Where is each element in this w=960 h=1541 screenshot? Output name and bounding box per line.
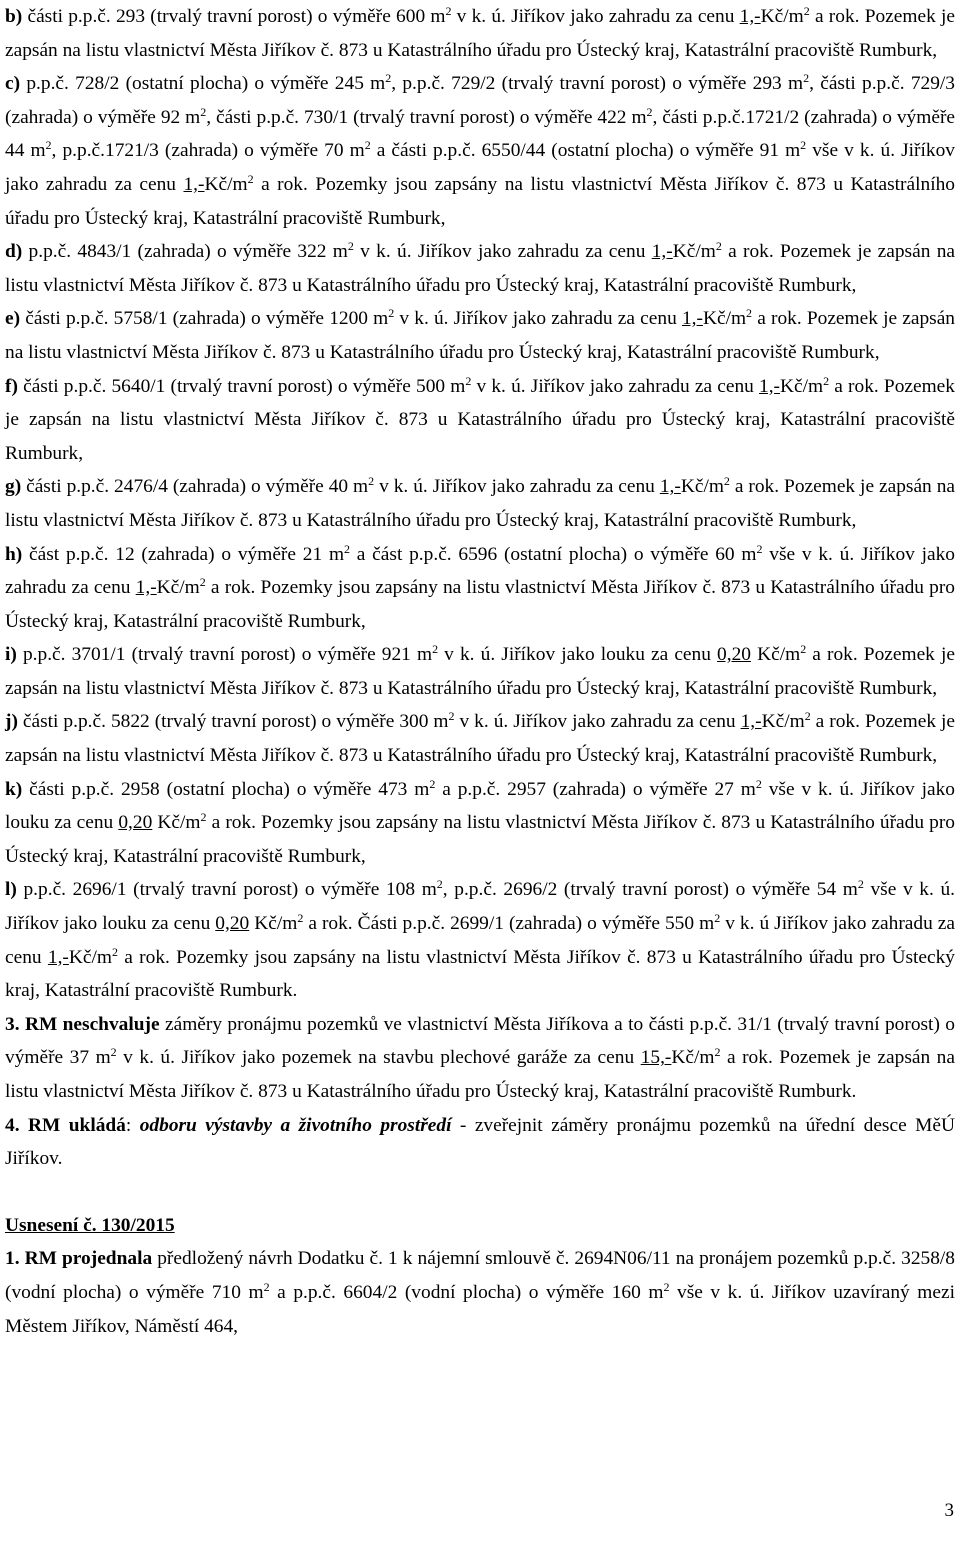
price-value: 0,20 — [717, 644, 751, 666]
item-label: e) — [5, 308, 21, 330]
item-i: i) p.p.č. 3701/1 (trvalý travní porost) o výměře 921 $m^2$ v k. ú. Jiříkov jako louku za cenu 0,20 $Kč/m^2$ a rok. Pozemek je zapsán na listu vlastnictví Města Jiříkov č. 873 u Katastrálního úřadu pro Ústecký kraj, Katastrální pracoviště Rumburk, — [5, 642, 955, 699]
price-value: 1,- — [681, 308, 703, 330]
item-label: f) — [5, 375, 18, 397]
item-label: k) — [5, 778, 23, 800]
department-name: odboru výstavby a životního prostředí — [139, 1114, 452, 1136]
price-value: 15,- — [640, 1047, 672, 1069]
point-number: 4. — [5, 1114, 20, 1136]
item-k: k) části p.p.č. 2958 (ostatní plocha) o výměře 473 $m^2$ a p.p.č. 2957 (zahrada) o výměře 27 $m^2$ vše v k. ú. Jiříkov jako louku za cenu 0,20 $Kč/m^2$ a rok. Pozemky jsou zapsány na listu vlastnictví Města Jiříkov č. 873 u Katastrálního úřadu pro Ústecký kraj, Katastrální pracoviště Rumburk, — [5, 776, 955, 867]
spacer — [5, 1176, 955, 1209]
item-label: b) — [5, 6, 23, 27]
item-label: i) — [5, 644, 17, 666]
item-label: g) — [5, 476, 22, 498]
price-value: 1,- — [759, 375, 781, 397]
price-value: 1,- — [659, 476, 681, 498]
point-verb: RM projednala — [24, 1248, 153, 1270]
price-value: 0,20 — [215, 913, 250, 935]
price-value: 1,- — [183, 173, 205, 195]
item-b: b) části p.p.č. 293 (trvalý travní porost) o výměře 600 $m^2$ v k. ú. Jiříkov jako zahradu za cenu $1,-Kč/m^2$ a rok. Pozemek je zapsán na listu vlastnictví Města Jiříkov č. 873 u Katastrálního úřadu pro Ústecký kraj, Katastrální pracoviště Rumburk, — [5, 4, 955, 61]
point-verb: RM ukládá — [28, 1114, 126, 1136]
point-verb: RM neschvaluje — [24, 1013, 160, 1035]
price-value: 0,20 — [118, 812, 153, 834]
price-value: 1,- — [739, 6, 761, 27]
resolution-title: Usnesení č. 130/2015 — [5, 1214, 175, 1236]
point-4: 4. RM ukládá: odboru výstavby a životního prostředí - zveřejnit záměry pronájmu pozemků na úřední desce MěÚ Jiříkov. — [5, 1114, 955, 1170]
price-value: 1,- — [135, 577, 157, 599]
item-f: f) části p.p.č. 5640/1 (trvalý travní porost) o výměře 500 $m^2$ v k. ú. Jiříkov jako zahradu za cenu $1,-Kč/m^2$ a rok. Pozemek je zapsán na listu vlastnictví Města Jiříkov č. 873 u Katastrálního úřadu pro Ústecký kraj, Katastrální pracoviště Rumburk, — [5, 373, 955, 464]
item-label: l) — [5, 879, 17, 901]
price-value: 1,- — [740, 711, 762, 733]
item-d: d) p.p.č. 4843/1 (zahrada) o výměře 322 $m^2$ v k. ú. Jiříkov jako zahradu za cenu $1,-Kč/m^2$ a rok. Pozemek je zapsán na listu vlastnictví Města Jiříkov č. 873 u Katastrálního úřadu pro Ústecký kraj, Katastrální pracoviště Rumburk, — [5, 239, 955, 296]
document-page — [5, 0, 955, 1343]
item-label: h) — [5, 543, 23, 565]
item-label: j) — [5, 711, 18, 733]
item-h: h) část p.p.č. 12 (zahrada) o výměře 21 $m^2$ a část p.p.č. 6596 (ostatní plocha) o výměře 60 $m^2$ vše v k. ú. Jiříkov jako zahradu za cenu $1,-Kč/m^2$ a rok. Pozemky jsou zapsány na listu vlastnictví Města Jiříkov č. 873 u Katastrálního úřadu pro Ústecký kraj, Katastrální pracoviště Rumburk, — [5, 541, 956, 632]
resolution-title-line — [5, 1209, 955, 1243]
resolution-point-1: 1. RM projednala předložený návrh Dodatku č. 1 k nájemní smlouvě č. 2694N06/11 na pronájem pozemků p.p.č. 3258/8 (vodní plocha) o výměře 710 $m^2$ a p.p.č. 6604/2 (vodní plocha) o výměře 160 $m^2$ vše v k. ú. Jiříkov uzavíraný mezi Městem Jiříkov, Náměstí 464, — [5, 1248, 955, 1337]
price-value: 1,- — [651, 241, 673, 263]
item-l: l) p.p.č. 2696/1 (trvalý travní porost) o výměře 108 $m^2$, p.p.č. 2696/2 (trvalý travní porost) o výměře 54 $m^2$ vše v k. ú. Jiříkov jako louku za cenu 0,20 $Kč/m^2$ a rok. Části p.p.č. 2699/1 (zahrada) o výměře 550 $m^2$ v k. ú Jiříkov jako zahradu za cenu $1,-Kč/m^2$ a rok. Pozemky jsou zapsány na listu vlastnictví Města Jiříkov č. 873 u Katastrálního úřadu pro Ústecký kraj, Katastrální pracoviště Rumburk. — [5, 877, 955, 1002]
point-number: 3. — [5, 1013, 20, 1035]
item-e: e) části p.p.č. 5758/1 (zahrada) o výměře 1200 $m^2$ v k. ú. Jiříkov jako zahradu za cenu $1,-Kč/m^2$ a rok. Pozemek je zapsán na listu vlastnictví Města Jiříkov č. 873 u Katastrálního úřadu pro Ústecký kraj, Katastrální pracoviště Rumburk, — [5, 306, 955, 363]
item-g: g) části p.p.č. 2476/4 (zahrada) o výměře 40 $m^2$ v k. ú. Jiříkov jako zahradu za cenu $1,-Kč/m^2$ a rok. Pozemek je zapsán na listu vlastnictví Města Jiříkov č. 873 u Katastrálního úřadu pro Ústecký kraj, Katastrální pracoviště Rumburk, — [5, 474, 955, 531]
point-number: 1. — [5, 1248, 20, 1270]
item-label: d) — [5, 241, 23, 263]
item-j: j) části p.p.č. 5822 (trvalý travní porost) o výměře 300 $m^2$ v k. ú. Jiříkov jako zahradu za cenu $1,-Kč/m^2$ a rok. Pozemek je zapsán na listu vlastnictví Města Jiříkov č. 873 u Katastrálního úřadu pro Ústecký kraj, Katastrální pracoviště Rumburk, — [5, 709, 955, 767]
point-3: 3. RM neschvaluje záměry pronájmu pozemků ve vlastnictví Města Jiříkova a to části p.p.č. 31/1 (trvalý travní porost) o výměře 37 $m^2$ v k. ú. Jiříkov jako pozemek na stavbu plechové garáže za cenu $15,-Kč/m^2$ a rok. Pozemek je zapsán na listu vlastnictví Města Jiříkov č. 873 u Katastrálního úřadu pro Ústecký kraj, Katastrální pracoviště Rumburk. — [5, 1013, 955, 1102]
item-label: c) — [5, 73, 21, 95]
page-number: 3 — [944, 1500, 954, 1521]
price-value: 1,- — [47, 946, 69, 968]
item-c: c) p.p.č. 728/2 (ostatní plocha) o výměře 245 $m^2$, p.p.č. 729/2 (trvalý travní porost) o výměře 293 $m^2$, části p.p.č. 729/3 (zahrada) o výměře 92 $m^2$, části p.p.č. 730/1 (trvalý travní porost) o výměře 422 $m^2$, části p.p.č.1721/2 (zahrada) o výměře 44 $m^2$, p.p.č.1721/3 (zahrada) o výměře 70 $m^2$ a části p.p.č. 6550/44 (ostatní plocha) o výměře 91 $m^2$ vše v k. ú. Jiříkov jako zahradu za cenu $1,-Kč/m^2$ a rok. Pozemky jsou zapsány na listu vlastnictví Města Jiříkov č. 873 u Katastrálního úřadu pro Ústecký kraj, Katastrální pracoviště Rumburk, — [5, 71, 956, 229]
